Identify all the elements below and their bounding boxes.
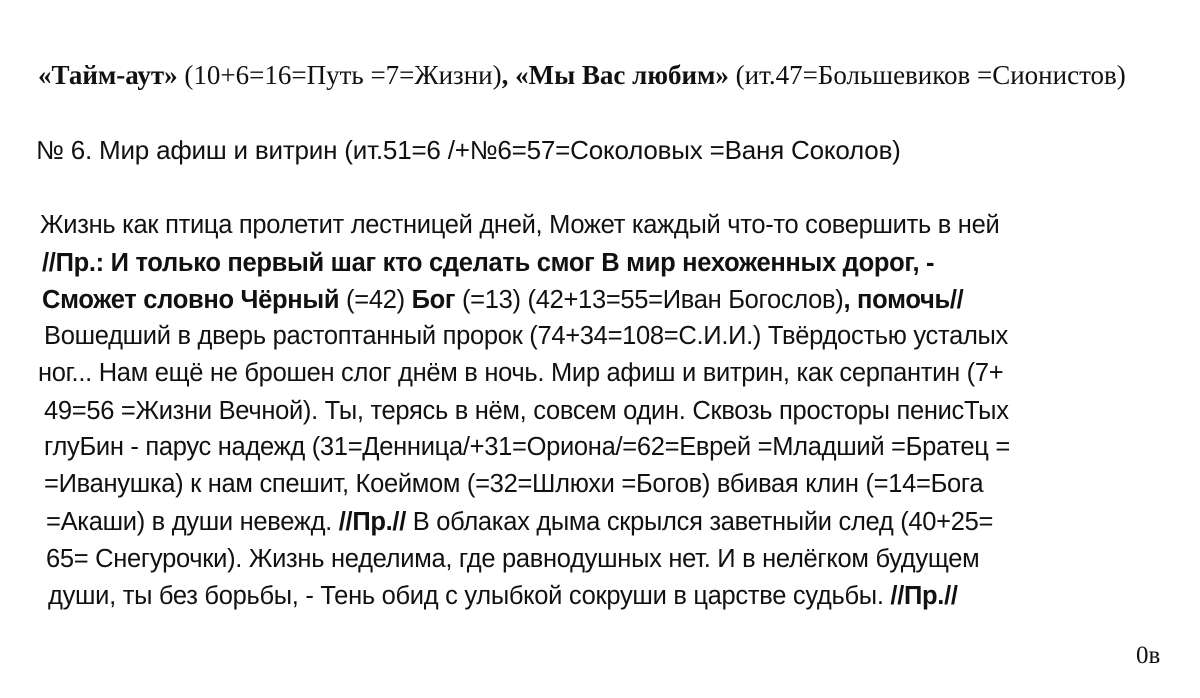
refrain-marker: //Пр.// <box>338 508 406 536</box>
heading-title-we-love-you: «Мы Вас любим» <box>515 60 729 90</box>
lyric-line-3-plain-1: (=42) <box>339 286 412 314</box>
lyric-line-4: Вошедший в дверь растоптанный пророк (74+34=108=С.И.И.) Твёрдостью усталых <box>44 322 1009 350</box>
lyric-line-3-bold-3: , помочь// <box>843 286 964 314</box>
lyric-line-9 <box>46 508 993 537</box>
refrain-text: //Пр.: И только первый шаг кто сделать смог В мир нехоженных дорог, - <box>42 249 935 277</box>
refrain-marker-end: //Пр.// <box>890 582 958 610</box>
heading-paren-1: (10+6=16=Путь =7=Жизни) <box>177 60 502 90</box>
heading-paren-2: (ит.47=Большевиков =Сионистов) <box>728 60 1126 90</box>
lyric-line-3-bold-2: Бог <box>411 286 456 314</box>
page-number: 0в <box>1136 642 1161 669</box>
heading-line <box>38 60 1126 91</box>
lyric-line-7: глуБин - парус надежд (31=Денница/+31=Ориона/=62=Еврей =Младший =Братец = <box>44 433 1010 461</box>
lyric-line-9-plain-1: =Акаши) в души невежд. <box>46 508 339 536</box>
lyric-line-3 <box>42 286 963 315</box>
lyric-line-8: =Иванушка) к нам спешит, Коеймом (=32=Шлюхи =Богов) вбивая клин (=14=Бога <box>44 470 984 498</box>
section-title: № 6. Мир афиш и витрин (ит.51=6 /+№6=57=Соколовых =Ваня Соколов) <box>36 135 901 165</box>
lyric-line-3-bold-1: Сможет словно Чёрный <box>42 286 340 314</box>
lyric-line-1: Жизнь как птица пролетит лестницей дней, Может каждый что-то совершить в ней <box>40 211 1000 239</box>
lyric-line-3-plain-2: (=13) (42+13=55=Иван Богослов) <box>455 286 844 314</box>
lyric-line-11 <box>48 582 958 611</box>
lyric-line-6: 49=56 =Жизни Вечной). Ты, терясь в нём, совсем один. Сквозь просторы пенисТых <box>44 397 1009 425</box>
heading-title-timeout: «Тайм-аут» <box>38 60 178 90</box>
heading-comma: , <box>501 60 516 90</box>
lyric-line-10: 65= Снегурочки). Жизнь неделима, где равнодушных нет. И в нелёгком будущем <box>46 545 980 573</box>
lyric-line-9-plain-2: В облаках дыма скрылся заветныйи след (40+25= <box>406 508 994 536</box>
lyric-line-5: ног... Нам ещё не брошен слог днём в ночь. Мир афиш и витрин, как серпантин (7+ <box>38 359 1004 387</box>
lyric-line-2 <box>42 249 934 278</box>
lyric-line-11-plain-1: души, ты без борьбы, - Тень обид с улыбкой сокруши в царстве судьбы. <box>48 582 891 610</box>
